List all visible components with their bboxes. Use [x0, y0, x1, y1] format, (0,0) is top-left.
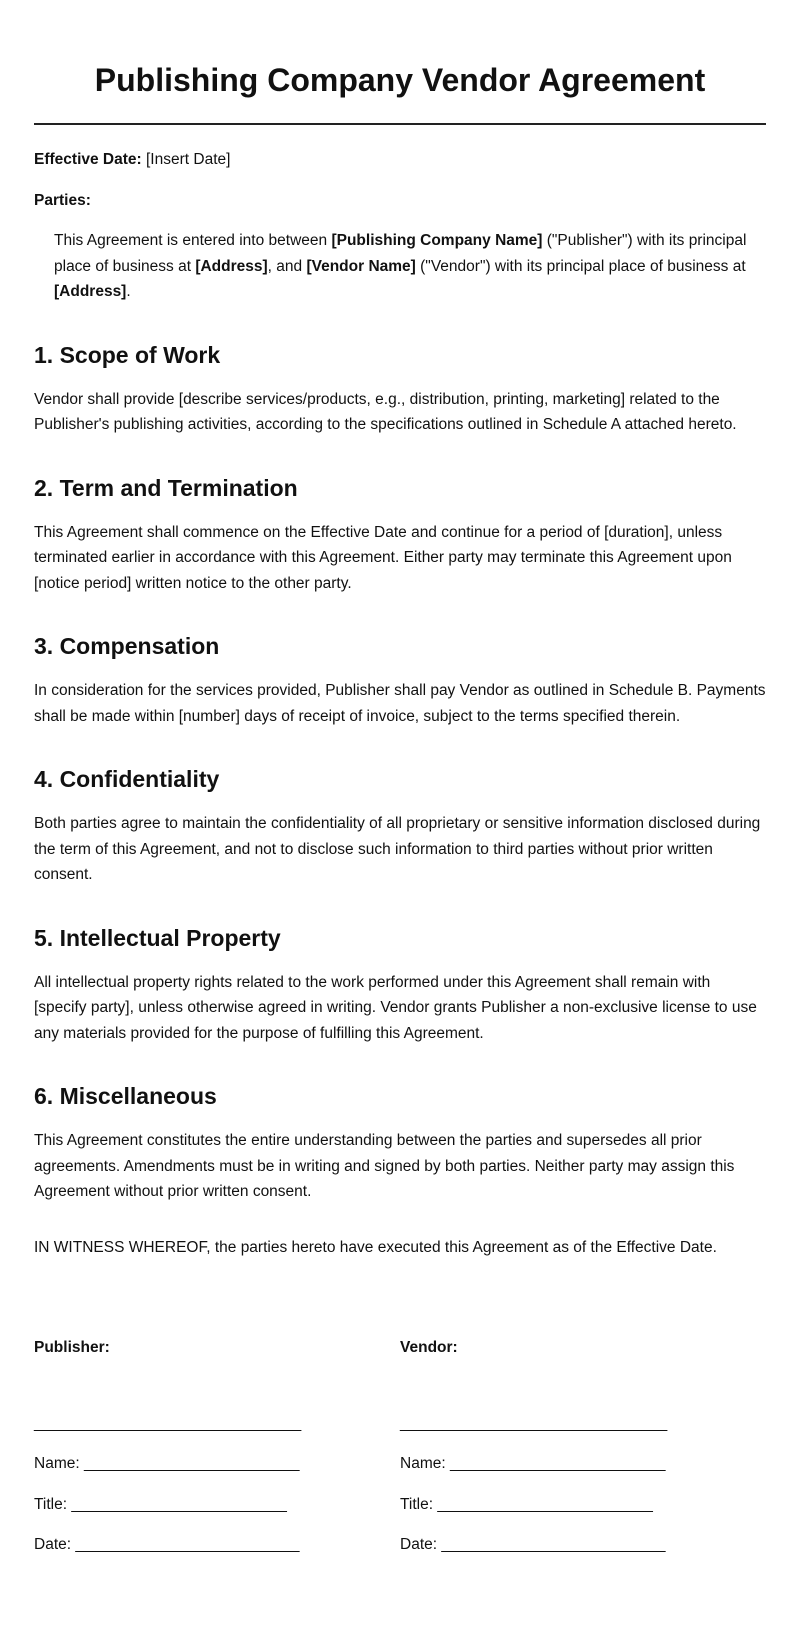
section-body: Vendor shall provide [describe services/products, e.g., distribution, printing, marketing] related to the Publisher's publishing activities, according to the specifications outlined in Schedule A attached hereto.: [34, 390, 737, 433]
section-title: 1. Scope of Work: [34, 341, 221, 368]
vendor-name-field: Name: _________________________: [400, 1455, 666, 1472]
vendor-title-field: Title: _________________________: [400, 1495, 653, 1513]
parties-label: Parties:: [34, 191, 91, 209]
section-title: 4. Confidentiality: [34, 766, 220, 792]
parties-paragraph: [34, 228, 766, 305]
publisher-name-placeholder: [Publishing Company Name]: [331, 232, 543, 249]
section-body: This Agreement constitutes the entire understanding between the parties and supersedes all prior agreements. Amendments must be in writing and signed by both parties. Neither party may assign this Agreement without prior written consent.: [34, 1132, 735, 1200]
publisher-signature-heading: Publisher:: [34, 1339, 110, 1356]
intro-text: This Agreement is entered into between: [54, 232, 332, 249]
vendor-signature-line: _______________________________: [400, 1414, 668, 1432]
signature-block: [34, 1335, 766, 1558]
publisher-name-field: Name: _________________________: [34, 1455, 300, 1472]
vendor-date-field: Date: __________________________: [400, 1536, 666, 1553]
witness-statement: IN WITNESS WHEREOF, the parties hereto have executed this Agreement as of the Effective Date.: [34, 1238, 717, 1256]
effective-date-label: Effective Date:: [34, 151, 142, 168]
publisher-signature-line: _______________________________: [34, 1414, 302, 1432]
publisher-title-field: Title: _________________________: [34, 1495, 287, 1513]
section-body: All intellectual property rights related to the work performed under this Agreement shall remain with [specify party], unless otherwise agreed in writing. Vendor grants Publisher a non-exclusive license to use any materials provided for the purpose of fulfilling this Agreement.: [34, 973, 757, 1042]
intro-text: , and: [267, 257, 307, 275]
publisher-address-placeholder: [Address]: [195, 257, 268, 275]
vendor-signature-column: [400, 1335, 766, 1558]
section-body: This Agreement shall commence on the Effective Date and continue for a period of [duration], unless terminated earlier in accordance with this Agreement. Either party may terminate this Agreement upon [notice period] written notice to the other party.: [34, 523, 732, 592]
section-body: Both parties agree to maintain the confidentiality of all proprietary or sensitive information disclosed during the term of this Agreement, and not to disclose such information to third parties without prior written consent.: [34, 815, 761, 883]
effective-date-value: [Insert Date]: [146, 151, 231, 168]
effective-date-line: [34, 147, 766, 173]
section-title: 6. Miscellaneous: [34, 1083, 217, 1109]
intro-text: ("Publisher") with its principal place of business at: [54, 232, 747, 275]
section-title: 5. Intellectual Property: [34, 924, 281, 951]
publisher-signature-column: [34, 1335, 400, 1558]
intro-text: ("Vendor") with its principal place of business at: [415, 257, 746, 275]
title-divider: [34, 123, 766, 125]
vendor-signature-heading: Vendor:: [400, 1339, 458, 1356]
intro-text: .: [126, 283, 131, 300]
vendor-address-placeholder: [Address]: [54, 283, 127, 300]
section-title: 2. Term and Termination: [34, 474, 298, 501]
document-title: Publishing Company Vendor Agreement: [94, 62, 706, 98]
section-title: 3. Compensation: [34, 633, 220, 659]
publisher-date-field: Date: __________________________: [34, 1536, 300, 1553]
vendor-name-placeholder: [Vendor Name]: [306, 257, 416, 275]
section-body: In consideration for the services provided, Publisher shall pay Vendor as outlined in Schedule B. Payments shall be made within [number] days of receipt of invoice, subject to the terms specified therein.: [34, 682, 766, 725]
